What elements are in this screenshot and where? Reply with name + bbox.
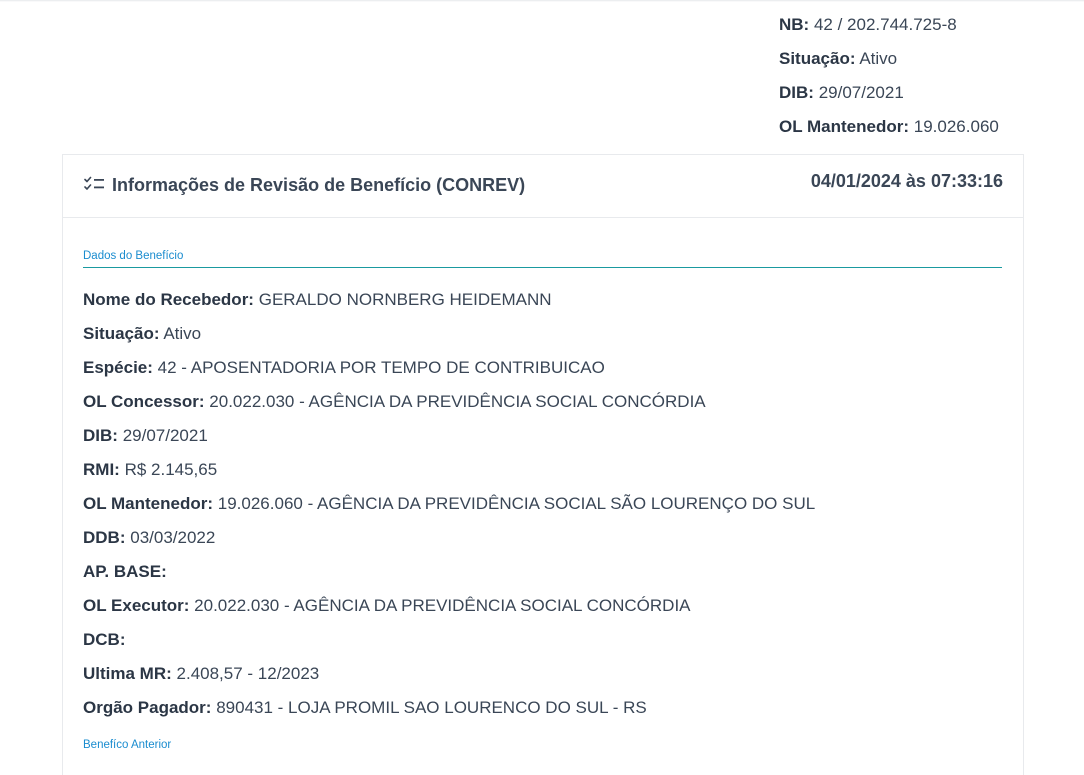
card-timestamp: 04/01/2024 às 07:33:16	[810, 171, 1003, 191]
summary-nb-label: NB:	[779, 15, 810, 34]
field-label: OL Concessor:	[83, 392, 205, 411]
field-row	[83, 623, 815, 657]
field-row	[83, 317, 815, 351]
field-row	[83, 521, 815, 555]
field-label: Nome do Recebedor:	[83, 290, 254, 309]
field-label: Ultima MR:	[83, 664, 172, 683]
summary-ol-mantenedor	[779, 110, 999, 144]
card-title	[84, 175, 525, 196]
summary-ol-mantenedor-value: 19.026.060	[913, 117, 999, 136]
card-header	[63, 155, 1023, 218]
field-value: 2.408,57 - 12/2023	[176, 664, 320, 683]
field-row	[83, 589, 815, 623]
summary-nb	[779, 8, 999, 42]
field-value: 890431 - LOJA PROMIL SAO LOURENCO DO SUL - RS	[216, 698, 647, 717]
summary-ol-mantenedor-label: OL Mantenedor:	[779, 117, 910, 136]
field-value: 19.026.060 - AGÊNCIA DA PREVIDÊNCIA SOCIAL SÃO LOURENÇO DO SUL	[217, 494, 816, 513]
conrev-card	[62, 154, 1024, 775]
field-row	[83, 453, 815, 487]
field-label: Orgão Pagador:	[83, 698, 212, 717]
field-row	[83, 657, 815, 691]
field-label: OL Mantenedor:	[83, 494, 214, 513]
field-row	[83, 351, 815, 385]
field-label: DIB:	[83, 426, 118, 445]
benefit-summary	[779, 8, 999, 144]
field-label: DDB:	[83, 528, 126, 547]
section-divider	[83, 267, 1002, 268]
summary-situacao	[779, 42, 999, 76]
field-label: AP. BASE:	[83, 562, 167, 581]
field-row	[83, 555, 815, 589]
checklist-icon	[84, 176, 106, 192]
summary-dib-label: DIB:	[779, 83, 814, 102]
summary-nb-value: 42 / 202.744.725-8	[813, 15, 957, 34]
field-row	[83, 419, 815, 453]
benefit-fields	[83, 283, 815, 725]
summary-situacao-value: Ativo	[859, 49, 898, 68]
field-row	[83, 487, 815, 521]
top-shadow	[0, 0, 1084, 2]
field-value: 20.022.030 - AGÊNCIA DA PREVIDÊNCIA SOCIAL CONCÓRDIA	[194, 596, 691, 615]
field-row	[83, 283, 815, 317]
field-value: 03/03/2022	[130, 528, 216, 547]
field-label: Situação:	[83, 324, 160, 343]
section-dados-beneficio: Dados do Benefício	[83, 250, 184, 262]
section-beneficio-anterior: Benefíco Anterior	[83, 739, 172, 751]
field-label: OL Executor:	[83, 596, 190, 615]
field-label: Espécie:	[83, 358, 153, 377]
card-title-text: Informações de Revisão de Benefício (CONREV)	[112, 175, 526, 195]
field-value: 20.022.030 - AGÊNCIA DA PREVIDÊNCIA SOCIAL CONCÓRDIA	[209, 392, 706, 411]
field-row	[83, 385, 815, 419]
field-value: GERALDO NORNBERG HEIDEMANN	[258, 290, 552, 309]
summary-dib	[779, 76, 999, 110]
field-label: RMI:	[83, 460, 120, 479]
summary-dib-value: 29/07/2021	[818, 83, 904, 102]
field-value: Ativo	[163, 324, 202, 343]
field-value: 42 - APOSENTADORIA POR TEMPO DE CONTRIBUICAO	[157, 358, 605, 377]
field-row	[83, 691, 815, 725]
field-value: 29/07/2021	[122, 426, 208, 445]
summary-situacao-label: Situação:	[779, 49, 856, 68]
field-value: R$ 2.145,65	[124, 460, 218, 479]
field-label: DCB:	[83, 630, 126, 649]
